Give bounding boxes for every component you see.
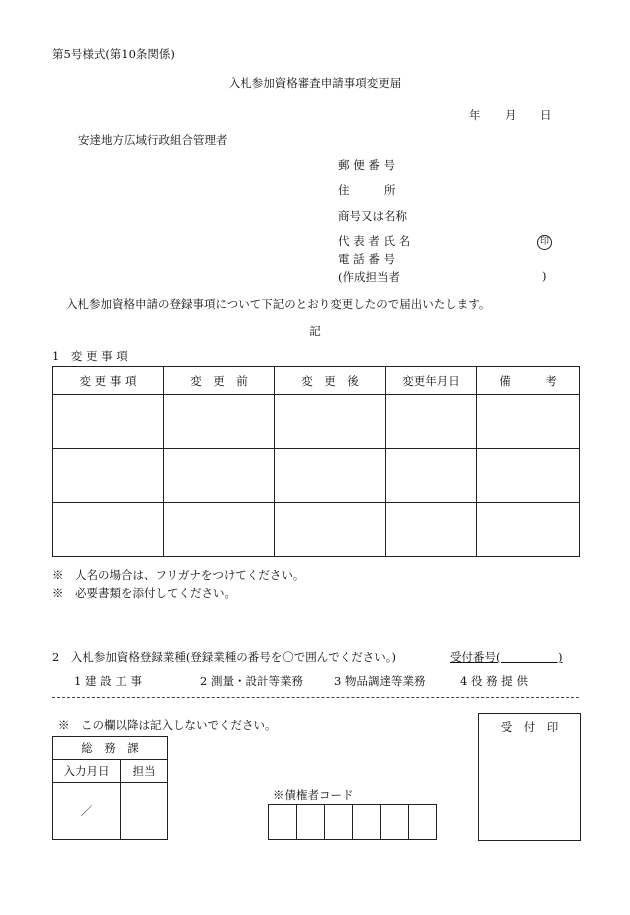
table-cell[interactable] (53, 395, 164, 449)
form-label: 第5号様式(第10条関係) (52, 47, 175, 61)
category-1[interactable]: 1 建 設 工 事 (74, 674, 142, 688)
office-use-note: ※ この欄以降は記入しないでください。 (58, 718, 277, 732)
postal-label: 郵 便 番 号 (338, 158, 395, 172)
code-box[interactable] (353, 805, 381, 840)
category-2[interactable]: 2 測量・設計等業務 (200, 674, 303, 688)
note-documents: ※ 必要書類を添付してください。 (52, 586, 236, 600)
code-box[interactable] (325, 805, 353, 840)
table-cell[interactable] (386, 395, 477, 449)
code-box[interactable] (381, 805, 409, 840)
creditor-code-boxes (268, 804, 437, 840)
seal-icon: 印 (537, 235, 552, 250)
table-cell[interactable] (386, 449, 477, 503)
person-header: 担当 (121, 760, 168, 783)
section2-heading: 2 入札参加資格登録業種(登録業種の番号を〇で囲んでください。) (52, 650, 397, 664)
table-cell[interactable] (275, 395, 386, 449)
reception-seal-label: 受 付 印 (500, 720, 559, 734)
table-cell[interactable] (275, 503, 386, 557)
statement: 入札参加資格申請の登録事項について下記のとおり変更したので届出いたします。 (66, 297, 491, 311)
reception-seal-box (478, 713, 581, 841)
general-affairs-table (52, 736, 168, 840)
table-cell[interactable] (53, 449, 164, 503)
date-year: 年 (469, 108, 481, 122)
phone-label: 電 話 番 号 (338, 252, 395, 266)
category-4[interactable]: 4 役 務 提 供 (460, 674, 528, 688)
input-date-header: 入力月日 (53, 760, 121, 783)
dashed-divider (52, 697, 579, 698)
header-item: 変 更 事 項 (53, 367, 164, 395)
table-cell[interactable] (164, 395, 275, 449)
representative-label: 代 表 者 氏 名 (338, 234, 411, 248)
ki-heading: 記 (309, 324, 321, 338)
header-before: 変 更 前 (164, 367, 275, 395)
code-box[interactable] (297, 805, 325, 840)
address-label: 住 所 (338, 183, 396, 197)
table-cell[interactable] (477, 395, 580, 449)
table-cell[interactable] (477, 449, 580, 503)
table-header-row (53, 367, 580, 395)
changes-table (52, 366, 580, 557)
note-furigana: ※ 人名の場合は、フリガナをつけてください。 (52, 568, 305, 582)
table-row (53, 395, 580, 449)
input-date-cell[interactable] (53, 783, 121, 840)
table-cell[interactable] (386, 503, 477, 557)
header-after: 変 更 後 (275, 367, 386, 395)
table-cell[interactable] (275, 449, 386, 503)
page-title: 入札参加資格審査申請事項変更届 (228, 76, 402, 90)
date-month: 月 (505, 108, 517, 122)
section1-heading: 1 変 更 事 項 (52, 349, 128, 363)
dept-header: 総 務 課 (53, 737, 168, 760)
code-box[interactable] (269, 805, 297, 840)
table-cell[interactable] (477, 503, 580, 557)
table-cell[interactable] (164, 449, 275, 503)
reception-number[interactable]: 受付番号( ) (450, 650, 563, 664)
seal-mark (537, 233, 552, 250)
company-label: 商号又は名称 (338, 209, 407, 223)
table-cell[interactable] (53, 503, 164, 557)
contact-label: (作成担当者 (338, 270, 400, 284)
addressee: 安達地方広域行政組合管理者 (78, 133, 228, 147)
table-cell[interactable] (164, 503, 275, 557)
date-day: 日 (540, 108, 552, 122)
creditor-code-label: ※債権者コード (273, 788, 354, 802)
category-3[interactable]: 3 物品調達等業務 (334, 674, 426, 688)
contact-close: ) (542, 269, 547, 283)
code-box[interactable] (409, 805, 437, 840)
header-remarks: 備 考 (477, 367, 580, 395)
date-slash: ／ (80, 804, 93, 818)
header-date: 変更年月日 (386, 367, 477, 395)
table-row (53, 449, 580, 503)
table-row (53, 503, 580, 557)
person-cell[interactable] (121, 783, 168, 840)
